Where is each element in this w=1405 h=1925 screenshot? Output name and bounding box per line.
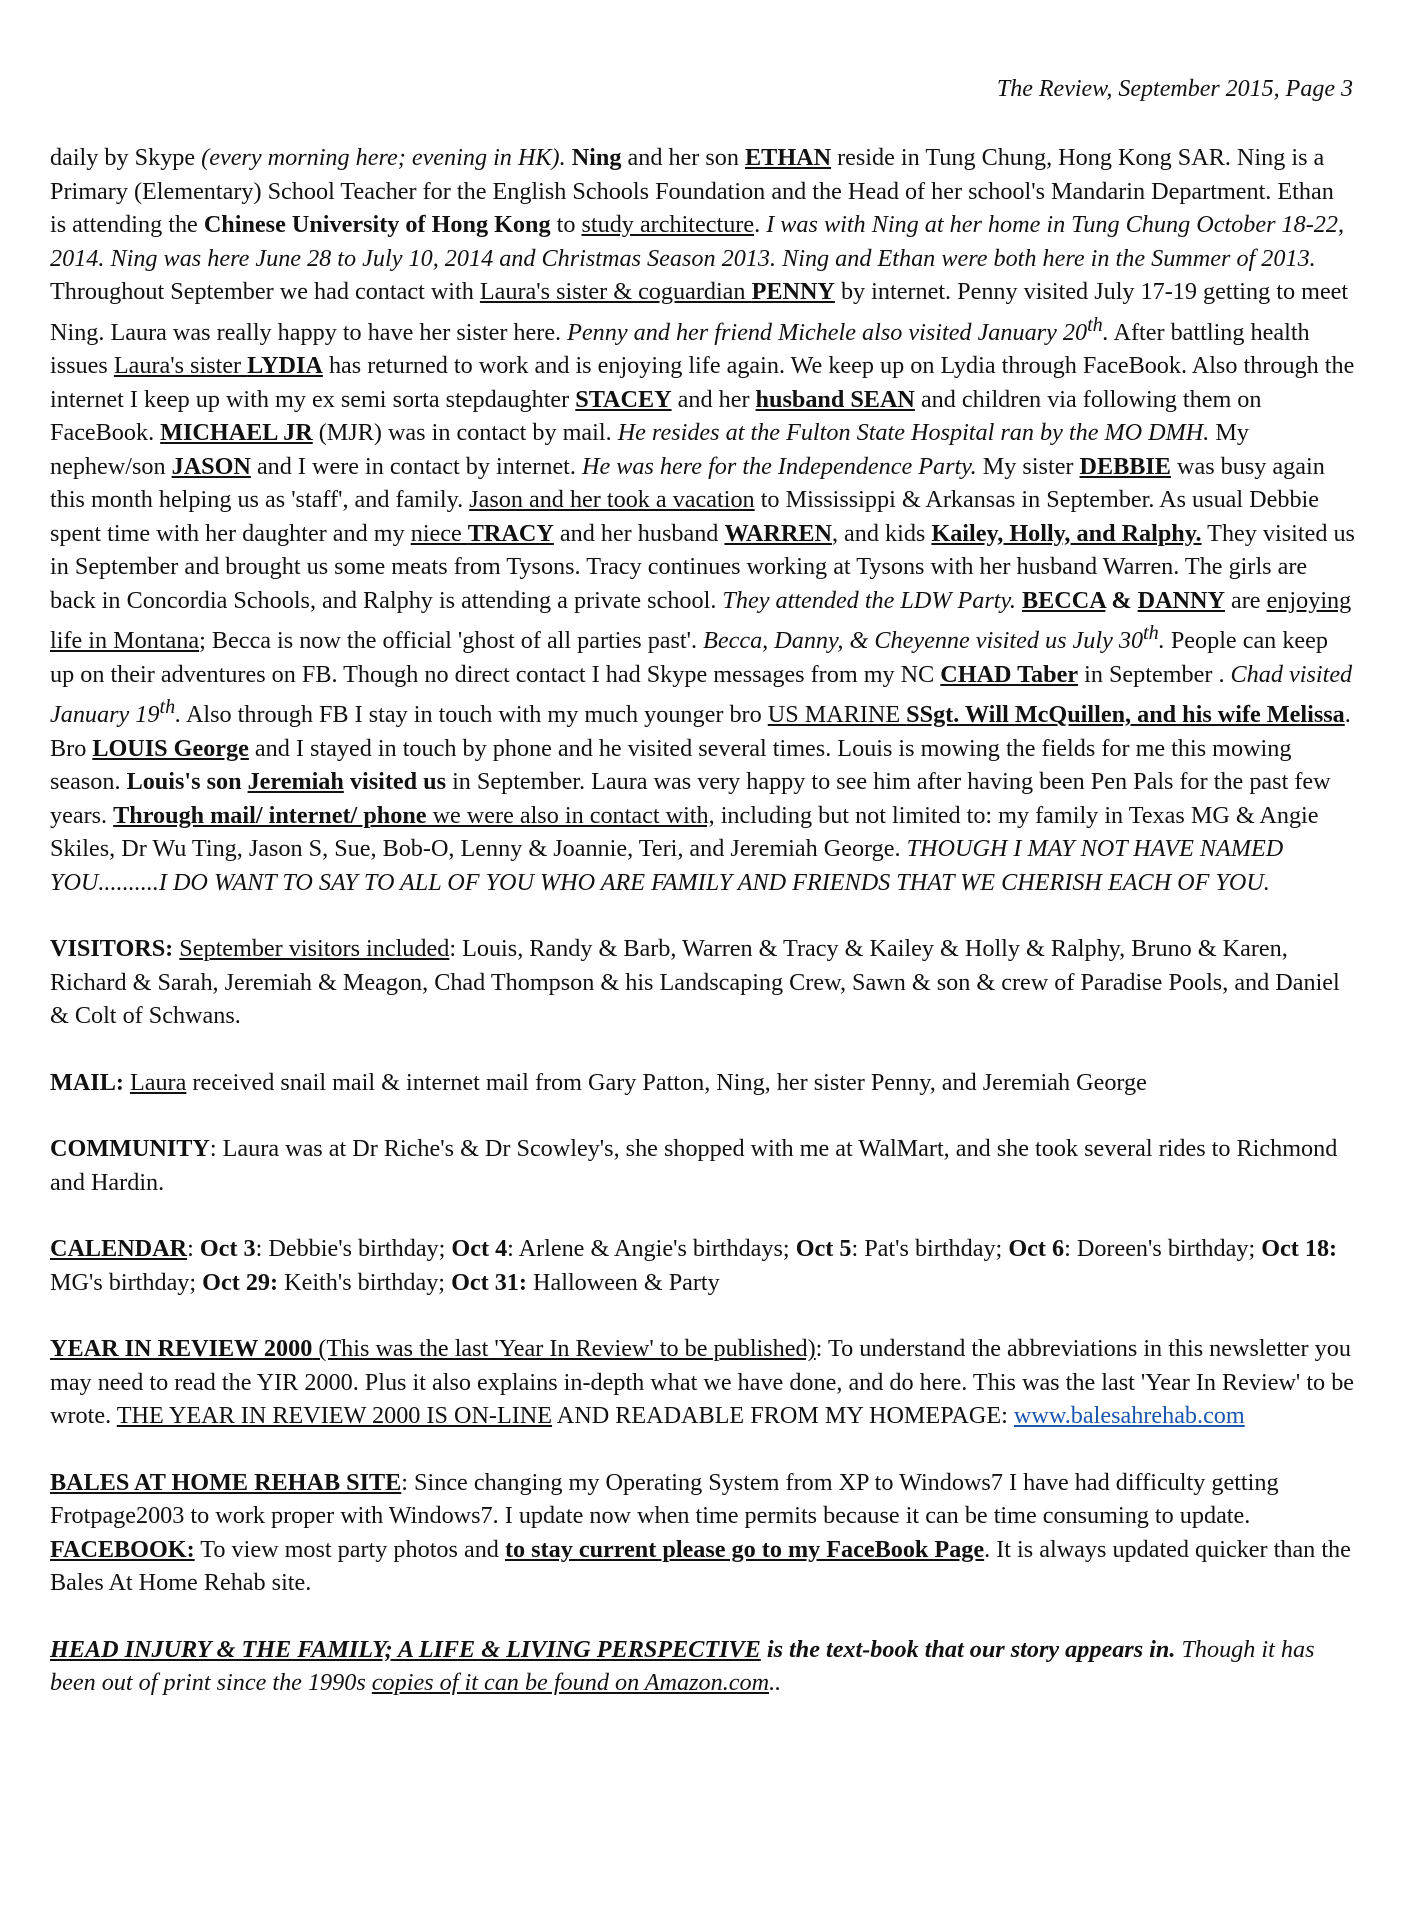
name-ethan: ETHAN [745, 144, 832, 171]
calendar-section: CALENDAR: Oct 3: Debbie's birthday; Oct 4: Arlene & Angie's birthdays; Oct 5: Pat's birthday; Oct 6: Doreen's birthday; Oct 18: MG's birthday; Oct 29: Keith's birthday; Oct 31: Halloween & Party [50, 1235, 1338, 1296]
family-news-paragraph: daily by Skype (every morning here; evening in HK). Ning and her son ETHAN reside in Tung Chung, Hong Kong SAR. Ning is a Primary (Elementary) School Teacher for the English Schools Foundation and the Head of her school's Mandarin Department. Ethan is attending the Chinese University of Hong Kong to study architecture. I was with Ning at her home in Tung Chung October 18-22, 2014. Ning was here June 28 to July 10, 2014 and Christmas Season 2013. Ning and Ethan were both here in the Summer of 2013. Throughout September we had contact with Laura's sister & coguardian PENNY by internet. Penny visited July 17-19 getting to meet Ning. Laura was really happy to have her sister here. Penny and her friend Michele also visited January 20th. After battling health issues Laura's sister LYDIA has returned to work and is enjoying life again. We keep up on Lydia through FaceBook. Also through the internet I keep up with my ex semi sorta stepdaughter STACEY and her husband SEAN and children via following them on FaceBook. MICHAEL JR (MJR) was in contact by mail. He resides at the Fulton State Hospital ran by the MO DMH. My nephew/son JASON and I were in contact by internet. He was here for the Independence Party. My sister DEBBIE was busy again this month helping us as 'staff', and family. Jason and her took a vacation to Mississippi & Arkansas in September. As usual Debbie spent time with her daughter and my niece TRACY and her husband WARREN, and kids Kailey, Holly, and Ralphy. They visited us in September and brought us some meats from Tysons. Tracy continues working at Tysons with her husband Warren. The girls are back in Concordia Schools, and Ralphy is attending a private school. They attended the LDW Party. BECCA & DANNY are enjoying life in Montana; Becca is now the official 'ghost of all parties past'. Becca, Danny, & Cheyenne visited us July 30th. People can keep up on their adventures on FB. Though no direct contact I had Skype messages from my NC CHAD Taber in September . Chad visited January 19th. Also through FB I stay in touch with my much younger bro US MARINE SSgt. Will McQuillen, and his wife Melissa. Bro LOUIS George and I stayed in touch by phone and he visited several times. Louis is mowing the fields for me this mowing season. Louis's son Jeremiah visited us in September. Laura was very happy to see him after having been Pen Pals for the past few years. Through mail/ internet/ phone we were also in contact with, including but not limited to: my family in Texas MG & Angie Skiles, Dr Wu Ting, Jason S, Sue, Bob-O, Lenny & Joannie, Teri, and Jeremiah George. THOUGH I MAY NOT HAVE NAMED YOU..........I DO WANT TO SAY TO ALL OF YOU WHO ARE FAMILY AND FRIENDS THAT WE CHERISH EACH OF YOU. [50, 144, 1355, 896]
newsletter-body [50, 141, 1355, 1700]
year-in-review-heading: YEAR IN REVIEW 2000 [50, 1335, 313, 1363]
rehab-site-section: BALES AT HOME REHAB SITE: Since changing my Operating System from XP to Windows7 I have had difficulty getting Frotpage2003 to work proper with Windows7. I update now when time permits because it can be time consuming to update. FACEBOOK: To view most party photos and to stay current please go to my FaceBook Page. It is always updated quicker than the Bales At Home Rehab site. [50, 1468, 1351, 1597]
community-section: COMMUNITY: Laura was at Dr Riche's & Dr Scowley's, she shopped with me at WalMart, and she took several rides to Richmond and Hardin. [50, 1135, 1338, 1196]
page-header: The Review, September 2015, Page 3 [996, 76, 1353, 102]
facebook-heading: FACEBOOK: [50, 1535, 195, 1563]
community-heading: COMMUNITY [50, 1135, 210, 1163]
year-in-review-section: YEAR IN REVIEW 2000 (This was the last 'Year In Review' to be published): To understand the abbreviations in this newsletter you may need to read the YIR 2000. Plus it also explains in-depth what we have done, and do here. This was the last 'Year In Review' to be wrote. THE YEAR IN REVIEW 2000 IS ON-LINE AND READABLE FROM MY HOMEPAGE: www.balesahrehab.com [50, 1335, 1355, 1430]
visitors-heading: VISITORS: [50, 935, 174, 963]
mail-heading: MAIL: [50, 1068, 124, 1096]
mail-section: MAIL: Laura received snail mail & internet mail from Gary Patton, Ning, her sister Penny, and Jeremiah George [50, 1068, 1147, 1096]
calendar-heading: CALENDAR [50, 1235, 188, 1263]
book-title: HEAD INJURY & THE FAMILY; A LIFE & LIVING PERSPECTIVE [50, 1635, 761, 1663]
book-section: HEAD INJURY & THE FAMILY; A LIFE & LIVING PERSPECTIVE is the text-book that our story appears in. Though it has been out of print since the 1990s copies of it can be found on Amazon.com.. [50, 1635, 1315, 1697]
homepage-link[interactable]: www.balesahrehab.com [1013, 1402, 1245, 1430]
visitors-section: VISITORS: September visitors included: Louis, Randy & Barb, Warren & Tracy & Kailey & Holly & Ralphy, Bruno & Karen, Richard & Sarah, Jeremiah & Meagon, Chad Thompson & his Landscaping Crew, Sawn & son & crew of Paradise Pools, and Daniel & Colt of Schwans. [50, 935, 1340, 1030]
rehab-site-heading: BALES AT HOME REHAB SITE [50, 1468, 402, 1496]
